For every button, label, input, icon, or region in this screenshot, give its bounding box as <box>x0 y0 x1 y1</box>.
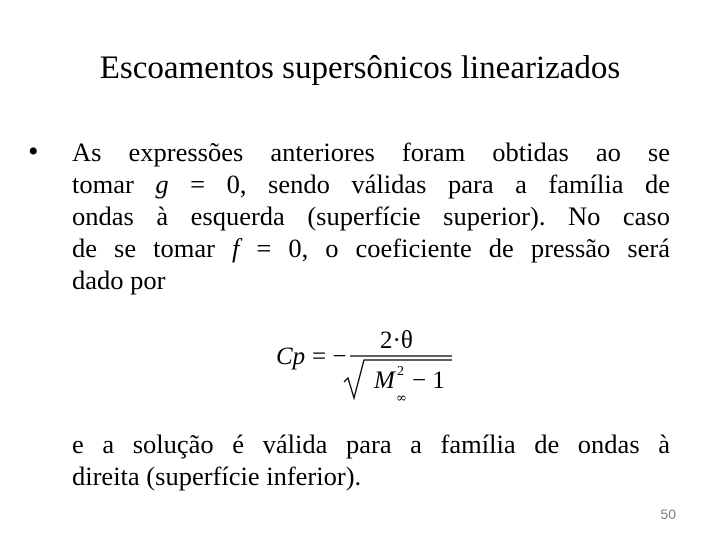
formula-infinity-subscript: ∞ <box>396 391 407 406</box>
page-number: 50 <box>660 506 676 522</box>
paragraph-line-1: As expressões anteriores foram obtidas ao se <box>72 137 670 167</box>
formula-minus-one: − 1 <box>412 367 445 394</box>
variable-f: f <box>231 233 240 263</box>
formula-equals-minus: = − <box>312 343 347 370</box>
continuation-line-1: e a solução é válida para a família de ondas à <box>72 429 670 459</box>
text-segment: = 0, o coeficiente de pressão será <box>239 233 670 263</box>
continuation-paragraph <box>72 428 670 492</box>
slide-title: Escoamentos supersônicos linearizados <box>99 50 621 86</box>
text-segment: de se tomar <box>72 233 232 263</box>
pressure-coefficient-formula <box>276 322 476 412</box>
text-segment: = 0, sendo válidas para a família de <box>168 169 671 199</box>
paragraph-line-4 <box>72 232 670 264</box>
paragraph-line-5: dado por <box>72 265 166 295</box>
formula-lhs: Cp <box>276 343 306 370</box>
continuation-line-2: direita (superfície inferior). <box>72 461 362 491</box>
paragraph-line-2 <box>72 168 670 200</box>
bullet-paragraph <box>72 136 670 296</box>
text-segment: tomar <box>72 169 156 199</box>
formula-mach: M <box>374 367 395 394</box>
variable-g: g <box>155 169 169 199</box>
formula-numerator: 2·θ <box>380 327 413 354</box>
paragraph-line-3: ondas à esquerda (superfície superior). No caso <box>72 201 670 231</box>
bullet-marker: • <box>28 135 39 168</box>
formula-exponent: 2 <box>397 364 404 379</box>
